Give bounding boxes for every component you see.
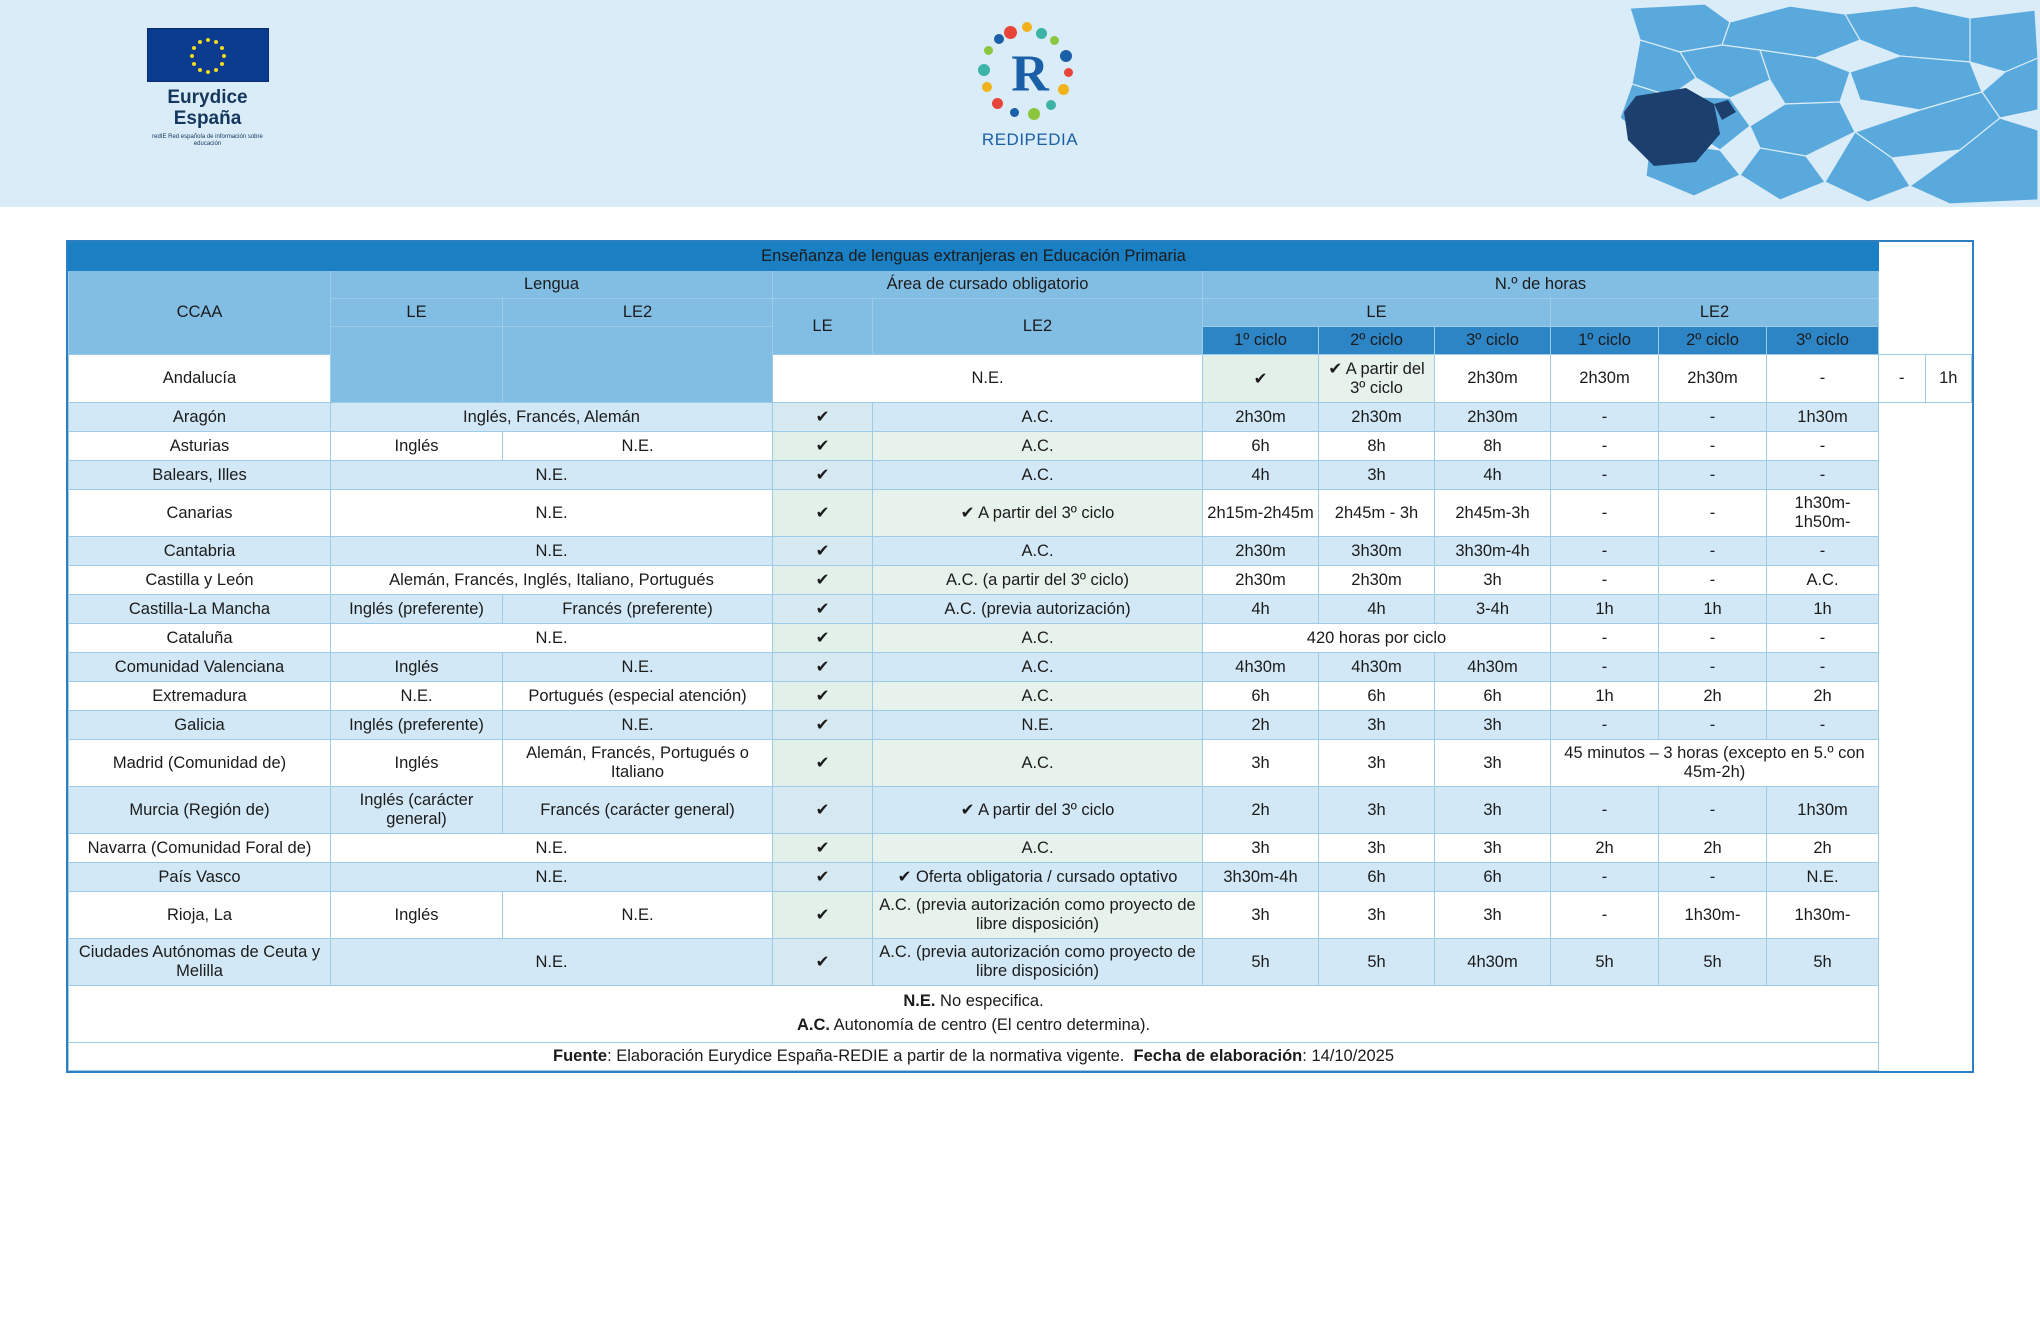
le2-ciclo3: -: [1767, 537, 1879, 566]
header-le-ciclo3: 3º ciclo: [1435, 327, 1551, 355]
ccaa-name: Castilla y León: [69, 566, 331, 595]
le2-ciclo2: -: [1659, 653, 1767, 682]
source-fecha-text: 14/10/2025: [1306, 1046, 1395, 1065]
le2-ciclo2: -: [1659, 461, 1767, 490]
eurydice-name-line1: Eurydice: [167, 87, 248, 108]
le2-ciclo1: -: [1551, 432, 1659, 461]
area-le2: ✔ A partir del 3º ciclo: [873, 490, 1203, 537]
ccaa-name: Galicia: [69, 711, 331, 740]
header-lengua: Lengua: [331, 271, 773, 299]
le2-ciclo1: -: [1551, 653, 1659, 682]
lengua-le: Inglés (preferente): [331, 711, 503, 740]
area-le: ✔: [773, 653, 873, 682]
le-ciclo2: 3h: [1319, 834, 1435, 863]
note-ne-key: N.E.: [903, 992, 936, 1010]
ccaa-name: Cantabria: [69, 537, 331, 566]
le2-ciclo3: 1h: [1925, 355, 1971, 403]
le-ciclo3: 3h: [1435, 711, 1551, 740]
header-ccaa: CCAA: [69, 271, 331, 355]
le2-ciclo3: 2h: [1767, 682, 1879, 711]
le2-ciclo2: -: [1659, 403, 1767, 432]
source-fecha-label: Fecha de elaboración: [1133, 1046, 1303, 1065]
lengua-le2: Portugués (especial atención): [503, 682, 773, 711]
table-row: [69, 740, 1972, 787]
source-fuente-label: Fuente: [553, 1046, 608, 1065]
area-le: ✔: [773, 403, 873, 432]
eurydice-logo: [140, 28, 275, 149]
le2-ciclo3: -: [1767, 653, 1879, 682]
area-le2: A.C. (previa autorización como proyecto de libre disposición): [873, 939, 1203, 986]
table-row: [69, 711, 1972, 740]
area-le: ✔: [773, 711, 873, 740]
header-area-le: LE: [773, 299, 873, 355]
area-le2: A.C.: [873, 432, 1203, 461]
lengua-le: Inglés (carácter general): [331, 787, 503, 834]
table-row: [69, 566, 1972, 595]
le-ciclo2: 3h: [1319, 711, 1435, 740]
ccaa-name: Castilla-La Mancha: [69, 595, 331, 624]
le-ciclo1: 2h30m: [1203, 403, 1319, 432]
le-ciclo3: 2h30m: [1435, 403, 1551, 432]
area-le2: A.C. (previa autorización como proyecto de libre disposición): [873, 892, 1203, 939]
le2-ciclo2: -: [1659, 787, 1767, 834]
header-lengua-le: LE: [331, 299, 503, 327]
table-row: [69, 892, 1972, 939]
eu-flag-icon: [147, 28, 269, 82]
lengua-le: Inglés: [331, 740, 503, 787]
table-row: [69, 490, 1972, 537]
area-le: ✔: [1203, 355, 1319, 403]
lengua-le2: Francés (preferente): [503, 595, 773, 624]
area-le: ✔: [773, 787, 873, 834]
le-ciclo3: 3h30m-4h: [1435, 537, 1551, 566]
header-area-le2: LE2: [873, 299, 1203, 355]
header-le-ciclo2: 2º ciclo: [1319, 327, 1435, 355]
ccaa-name: Cataluña: [69, 624, 331, 653]
le-ciclo3: 6h: [1435, 682, 1551, 711]
redipedia-letter: R: [1011, 45, 1049, 103]
le-ciclo2: 4h: [1319, 595, 1435, 624]
lengua-merged: Alemán, Francés, Inglés, Italiano, Portugués: [331, 566, 773, 595]
page-header: [0, 0, 2040, 207]
table-row: [69, 787, 1972, 834]
eurydice-subtitle: redIE Red española de información sobre educación: [152, 133, 263, 148]
le2-ciclo2: -: [1879, 355, 1925, 403]
table-row: [69, 461, 1972, 490]
le2-ciclo2: -: [1659, 566, 1767, 595]
header-lengua-le2-spacer: [503, 327, 773, 403]
le2-ciclo3: -: [1767, 461, 1879, 490]
le-ciclo1: 3h30m-4h: [1203, 863, 1319, 892]
le2-ciclo1: -: [1551, 403, 1659, 432]
europe-map-icon: [1610, 0, 2040, 207]
le-ciclo2: 4h30m: [1319, 653, 1435, 682]
le-ciclo2: 2h30m: [1319, 566, 1435, 595]
note-ac-text: Autonomía de centro (El centro determina).: [829, 1015, 1151, 1034]
ccaa-name: Aragón: [69, 403, 331, 432]
header-area-obligatoria: Área de cursado obligatorio: [773, 271, 1203, 299]
lengua-le2: N.E.: [503, 711, 773, 740]
redipedia-logo: [950, 20, 1110, 150]
table-row: [69, 682, 1972, 711]
area-le: ✔: [773, 595, 873, 624]
header-numero-horas: N.º de horas: [1203, 271, 1879, 299]
ccaa-name: Rioja, La: [69, 892, 331, 939]
le2-ciclo1: -: [1551, 566, 1659, 595]
le-ciclo1: 2h15m-2h45m: [1203, 490, 1319, 537]
lengua-merged: N.E.: [331, 939, 773, 986]
note-ac-key: A.C.: [796, 1015, 830, 1034]
area-le: ✔: [773, 682, 873, 711]
le-ciclo2: 3h30m: [1319, 537, 1435, 566]
lengua-merged: N.E.: [331, 537, 773, 566]
le-ciclo1: 3h: [1203, 740, 1319, 787]
lengua-merged: N.E.: [773, 355, 1203, 403]
area-le: ✔: [773, 537, 873, 566]
le-ciclo1: 3h: [1203, 892, 1319, 939]
lengua-merged: N.E.: [331, 624, 773, 653]
lengua-le2: N.E.: [503, 653, 773, 682]
table-row: [69, 834, 1972, 863]
le2-ciclo2: -: [1659, 432, 1767, 461]
le-ciclo3: 3h: [1435, 566, 1551, 595]
le2-ciclo2: -: [1659, 490, 1767, 537]
le2-ciclo1: 1h: [1551, 595, 1659, 624]
redipedia-label: REDIPEDIA: [981, 130, 1079, 149]
area-le2: A.C. (previa autorización): [873, 595, 1203, 624]
le-ciclo2: 3h: [1319, 787, 1435, 834]
le-ciclo3: 4h: [1435, 461, 1551, 490]
area-le2: N.E.: [873, 711, 1203, 740]
le-ciclo1: 2h30m: [1203, 566, 1319, 595]
table-row: [69, 624, 1972, 653]
le2-ciclo1: 1h: [1551, 682, 1659, 711]
area-le: ✔: [773, 863, 873, 892]
header-lengua-le2: LE2: [503, 299, 773, 327]
lengua-le: Inglés: [331, 432, 503, 461]
area-le2: A.C.: [873, 682, 1203, 711]
area-le2: ✔ Oferta obligatoria / cursado optativo: [873, 863, 1203, 892]
area-le: ✔: [773, 939, 873, 986]
le2-ciclo1: -: [1551, 892, 1659, 939]
area-le: ✔: [773, 432, 873, 461]
le-ciclo3: 2h45m-3h: [1435, 490, 1551, 537]
le2-ciclo1: 5h: [1551, 939, 1659, 986]
ccaa-name: Canarias: [69, 490, 331, 537]
le-ciclo2: 3h: [1319, 892, 1435, 939]
table-row: [69, 595, 1972, 624]
header-le-ciclo1: 1º ciclo: [1203, 327, 1319, 355]
lengua-merged: N.E.: [331, 863, 773, 892]
le-ciclo2: 2h30m: [1319, 403, 1435, 432]
area-le: ✔: [773, 461, 873, 490]
area-le2: ✔ A partir del 3º ciclo: [873, 787, 1203, 834]
le-ciclo2: 6h: [1319, 863, 1435, 892]
le2-ciclo1: -: [1551, 490, 1659, 537]
le2-ciclo1: -: [1551, 711, 1659, 740]
le-horas-merged: 420 horas por ciclo: [1203, 624, 1551, 653]
le-ciclo1: 2h: [1203, 787, 1319, 834]
area-le: ✔: [773, 490, 873, 537]
le2-ciclo2: 1h30m-: [1659, 892, 1767, 939]
source-fuente-text: : Elaboración Eurydice España-REDIE a partir de la normativa vigente.: [607, 1046, 1125, 1065]
note-ne-text: No especifica.: [935, 992, 1044, 1010]
table-row: [69, 432, 1972, 461]
table-row: [69, 537, 1972, 566]
le2-ciclo1: -: [1767, 355, 1879, 403]
ccaa-name: País Vasco: [69, 863, 331, 892]
le-ciclo3: 8h: [1435, 432, 1551, 461]
le-ciclo1: 2h30m: [1203, 537, 1319, 566]
le-ciclo3: 3h: [1435, 740, 1551, 787]
lengua-le2: N.E.: [503, 892, 773, 939]
le2-ciclo3: 1h30m: [1767, 787, 1879, 834]
area-le2: A.C.: [873, 834, 1203, 863]
area-le2: A.C.: [873, 653, 1203, 682]
le2-horas-merged: 45 minutos – 3 horas (excepto en 5.º con 45m-2h): [1551, 740, 1879, 787]
table-notes: [69, 986, 1879, 1043]
area-le2: A.C.: [873, 740, 1203, 787]
redipedia-mark-icon: [976, 20, 1084, 128]
le2-ciclo3: 5h: [1767, 939, 1879, 986]
ccaa-name: Murcia (Región de): [69, 787, 331, 834]
table-title-row: [69, 243, 1972, 271]
table-source: Fuente: Elaboración Eurydice España-REDIE a partir de la normativa vigente. Fecha de elaboración: 14/10/2025: [69, 1042, 1879, 1070]
le2-ciclo1: -: [1551, 461, 1659, 490]
le2-ciclo3: 2h: [1767, 834, 1879, 863]
header-le2-ciclo3: 3º ciclo: [1767, 327, 1879, 355]
lengua-le: Inglés: [331, 653, 503, 682]
ccaa-name: Navarra (Comunidad Foral de): [69, 834, 331, 863]
lengua-le2: Alemán, Francés, Portugués o Italiano: [503, 740, 773, 787]
le-ciclo3: 2h30m: [1659, 355, 1767, 403]
le2-ciclo3: A.C.: [1767, 566, 1879, 595]
sub-header-row: [69, 299, 1972, 327]
le-ciclo1: 5h: [1203, 939, 1319, 986]
area-le2: A.C. (a partir del 3º ciclo): [873, 566, 1203, 595]
le2-ciclo2: 2h: [1659, 682, 1767, 711]
le2-ciclo1: -: [1551, 863, 1659, 892]
le-ciclo2: 2h45m - 3h: [1319, 490, 1435, 537]
ccaa-name: Comunidad Valenciana: [69, 653, 331, 682]
area-le: ✔: [773, 740, 873, 787]
le2-ciclo1: -: [1551, 624, 1659, 653]
page-title: Enseñanza de lenguas extranjeras en Educación Primaria: [69, 243, 1879, 271]
ccaa-name: Madrid (Comunidad de): [69, 740, 331, 787]
lengua-le: Inglés: [331, 892, 503, 939]
table-row: [69, 403, 1972, 432]
le-ciclo3: 4h30m: [1435, 939, 1551, 986]
table-row: [69, 863, 1972, 892]
le2-ciclo2: -: [1659, 537, 1767, 566]
le2-ciclo2: -: [1659, 863, 1767, 892]
eurydice-name: [140, 87, 275, 130]
ccaa-name: Andalucía: [69, 355, 331, 403]
le2-ciclo3: 1h: [1767, 595, 1879, 624]
eurydice-name-line2: España: [173, 108, 242, 130]
area-le: ✔: [773, 624, 873, 653]
le2-ciclo1: -: [1551, 787, 1659, 834]
le-ciclo1: 6h: [1203, 432, 1319, 461]
area-le2: A.C.: [873, 624, 1203, 653]
lengua-merged: N.E.: [331, 834, 773, 863]
languages-table: [68, 242, 1972, 1071]
header-horas-le: LE: [1203, 299, 1551, 327]
table-row: [69, 653, 1972, 682]
le-ciclo1: 6h: [1203, 682, 1319, 711]
le-ciclo3: 3-4h: [1435, 595, 1551, 624]
le-ciclo3: 3h: [1435, 892, 1551, 939]
area-le2: A.C.: [873, 403, 1203, 432]
le-ciclo3: 3h: [1435, 834, 1551, 863]
le2-ciclo3: 1h30m: [1767, 403, 1879, 432]
lengua-le2: Francés (carácter general): [503, 787, 773, 834]
area-le: ✔: [773, 566, 873, 595]
ccaa-name: Balears, Illes: [69, 461, 331, 490]
le2-ciclo2: -: [1659, 624, 1767, 653]
le-ciclo3: 6h: [1435, 863, 1551, 892]
languages-table-sheet: [66, 240, 1974, 1073]
area-le: ✔: [773, 834, 873, 863]
le-ciclo2: 3h: [1319, 461, 1435, 490]
le2-ciclo1: 2h: [1551, 834, 1659, 863]
le2-ciclo3: N.E.: [1767, 863, 1879, 892]
area-le2: A.C.: [873, 461, 1203, 490]
lengua-le: Inglés (preferente): [331, 595, 503, 624]
header-le2-ciclo1: 1º ciclo: [1551, 327, 1659, 355]
le2-ciclo2: 2h: [1659, 834, 1767, 863]
le2-ciclo3: -: [1767, 432, 1879, 461]
le-ciclo2: 2h30m: [1551, 355, 1659, 403]
le-ciclo2: 8h: [1319, 432, 1435, 461]
notes-row: [69, 986, 1972, 1043]
le-ciclo3: 3h: [1435, 787, 1551, 834]
le-ciclo1: 2h30m: [1435, 355, 1551, 403]
source-row: [69, 1042, 1972, 1070]
header-le2-ciclo2: 2º ciclo: [1659, 327, 1767, 355]
ccaa-name: Extremadura: [69, 682, 331, 711]
le2-ciclo1: -: [1551, 537, 1659, 566]
ccaa-name: Asturias: [69, 432, 331, 461]
le2-ciclo3: -: [1767, 624, 1879, 653]
le-ciclo1: 4h30m: [1203, 653, 1319, 682]
le2-ciclo2: 1h: [1659, 595, 1767, 624]
le-ciclo1: 3h: [1203, 834, 1319, 863]
le-ciclo1: 2h: [1203, 711, 1319, 740]
table-row: [69, 939, 1972, 986]
ccaa-name: Ciudades Autónomas de Ceuta y Melilla: [69, 939, 331, 986]
lengua-merged: N.E.: [331, 461, 773, 490]
le2-ciclo2: -: [1659, 711, 1767, 740]
le-ciclo1: 4h: [1203, 595, 1319, 624]
le-ciclo3: 4h30m: [1435, 653, 1551, 682]
le-ciclo2: 3h: [1319, 740, 1435, 787]
lengua-merged: N.E.: [331, 490, 773, 537]
le2-ciclo3: 1h30m-: [1767, 892, 1879, 939]
header-horas-le2: LE2: [1551, 299, 1879, 327]
area-le: ✔: [773, 892, 873, 939]
le-ciclo2: 6h: [1319, 682, 1435, 711]
area-le2: A.C.: [873, 537, 1203, 566]
le2-ciclo3: 1h30m-1h50m-: [1767, 490, 1879, 537]
lengua-merged: Inglés, Francés, Alemán: [331, 403, 773, 432]
le2-ciclo2: 5h: [1659, 939, 1767, 986]
le-ciclo1: 4h: [1203, 461, 1319, 490]
lengua-le: N.E.: [331, 682, 503, 711]
group-header-row: [69, 271, 1972, 299]
le2-ciclo3: -: [1767, 711, 1879, 740]
area-le2: ✔ A partir del 3º ciclo: [1319, 355, 1435, 403]
lengua-le2: N.E.: [503, 432, 773, 461]
le-ciclo2: 5h: [1319, 939, 1435, 986]
header-lengua-le-spacer: [331, 327, 503, 403]
